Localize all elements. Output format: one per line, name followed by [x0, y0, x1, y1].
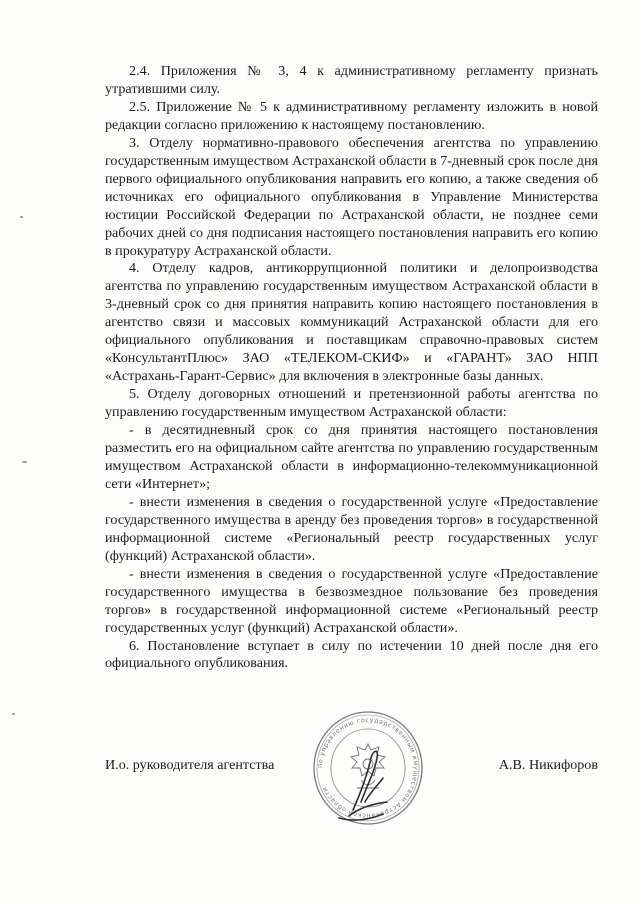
- signatory-position: И.о. руководителя агентства: [105, 757, 275, 773]
- paragraph-6: 6. Постановление вступает в силу по истечении 10 дней после дня его официального опубликования.: [105, 637, 598, 672]
- paragraph-2-4: 2.4. Приложения № 3, 4 к административному регламенту признать утратившими силу.: [105, 63, 598, 97]
- paragraph-5-item-2: - внести изменения в сведения о государственной услуге «Предоставление государственного имущества в аренду без проведения торгов» в государственной информационной системе «Региональный реестр государственных услуг (функций) Астраханской области».: [105, 493, 598, 564]
- scan-speck: [22, 461, 27, 463]
- paragraph-5-item-3: - внести изменения в сведения о государственной услуге «Предоставление государственного имущества в безвозмездное пользование без проведения торгов» в государственной информационной системе «Региональный реестр государственных услуг (функций) Астраханской области».: [105, 565, 598, 636]
- document-body: [105, 63, 598, 673]
- paragraph-4: 4. Отделу кадров, антикоррупционной политики и делопроизводства агентства по управлению государственным имуществом Астраханской области в 3-дневный срок со дня принятия направить копию настоящего постановления в агентство связи и массовых коммуникаций Астраханской области для его официального опубликования и поставщикам справочно-правовых систем «КонсультантПлюс» ЗАО «ТЕЛЕКОМ-СКИФ» и «ГАРАНТ» ЗАО НПП «Астрахань-Гарант-Сервис» для включения в электронные базы данных.: [105, 260, 598, 385]
- paragraph-3: 3. Отделу нормативно-правового обеспечения агентства по управлению государственным имуществом Астраханской области в 7-дневный срок после дня первого официального опубликования направить его копию, а также сведения об источниках его официального опубликования в Управление Министерства юстиции Российской Федерации по Астраханской области, не позднее семи рабочих дней со дня подписания настоящего постановления направить его копию в прокуратуру Астраханской области.: [105, 134, 598, 259]
- paragraph-5-item-1: - в десятидневный срок со дня принятия настоящего постановления разместить его на официальном сайте агентства по управлению государственным имуществом Астраханской области в информационно-телекоммуникационной сети «Интернет»;: [105, 422, 598, 492]
- official-seal: [309, 706, 427, 830]
- scan-speck: [20, 216, 23, 218]
- paragraph-5: 5. Отделу договорных отношений и претензионной работы агентства по управлению государственным имуществом Астраханской области:: [105, 386, 598, 421]
- seal-arc-text: по управлению государственным имуществом Астраханской области: [316, 716, 420, 820]
- scan-speck: [12, 713, 15, 715]
- seal-graphic: [309, 706, 427, 830]
- paragraph-2-5: 2.5. Приложение № 5 к административному регламенту изложить в новой редакции согласно приложению к настоящему постановлению.: [105, 98, 598, 133]
- signatory-name: А.В. Никифоров: [498, 757, 598, 773]
